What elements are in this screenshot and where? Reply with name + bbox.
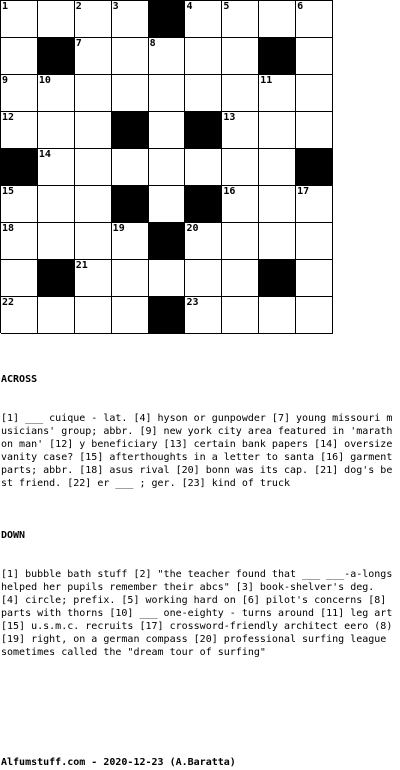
- grid-cell[interactable]: [185, 38, 222, 75]
- grid-cell-black: [38, 260, 75, 297]
- grid-cell[interactable]: [222, 186, 259, 223]
- grid-cell[interactable]: [112, 223, 149, 260]
- cell-number: 19: [112, 223, 125, 234]
- grid-cell[interactable]: [38, 112, 75, 149]
- grid-cell[interactable]: [112, 149, 149, 186]
- footer-credit: Alfumstuff.com - 2020-12-23 (A.Baratta): [1, 757, 236, 768]
- grid-row: [1, 297, 333, 334]
- grid-cell[interactable]: [149, 260, 186, 297]
- grid-cell[interactable]: [112, 297, 149, 334]
- grid-cell[interactable]: [75, 297, 112, 334]
- grid-cell-black: [1, 149, 38, 186]
- grid-cell[interactable]: [296, 38, 333, 75]
- grid-row: [1, 1, 333, 38]
- grid-cell[interactable]: [1, 112, 38, 149]
- cell-number: 23: [186, 297, 199, 308]
- grid-cell[interactable]: [38, 149, 75, 186]
- grid-cell[interactable]: [222, 75, 259, 112]
- grid-row: [1, 149, 333, 186]
- cell-number: 16: [223, 186, 236, 197]
- grid-cell[interactable]: [222, 1, 259, 38]
- grid-cell[interactable]: [75, 186, 112, 223]
- grid-cell-black: [296, 149, 333, 186]
- grid-cell[interactable]: [38, 1, 75, 38]
- grid-cell-black: [259, 38, 296, 75]
- grid-cell-black: [38, 38, 75, 75]
- grid-cell-black: [259, 260, 296, 297]
- grid-cell[interactable]: [296, 112, 333, 149]
- grid-cell[interactable]: [1, 186, 38, 223]
- grid-row: [1, 260, 333, 297]
- grid-cell-black: [185, 112, 222, 149]
- grid-cell[interactable]: [222, 149, 259, 186]
- grid-cell[interactable]: [112, 38, 149, 75]
- grid-cell[interactable]: [222, 38, 259, 75]
- cell-number: 11: [260, 75, 273, 86]
- grid-cell[interactable]: [185, 75, 222, 112]
- down-heading: DOWN: [1, 530, 26, 541]
- grid-cell[interactable]: [149, 112, 186, 149]
- grid-cell[interactable]: [112, 1, 149, 38]
- grid-cell-black: [149, 1, 186, 38]
- grid-cell[interactable]: [149, 75, 186, 112]
- grid-cell[interactable]: [75, 38, 112, 75]
- grid-cell[interactable]: [296, 186, 333, 223]
- crossword-grid: [0, 0, 333, 333]
- across-heading: ACROSS: [1, 374, 38, 385]
- grid-cell[interactable]: [296, 297, 333, 334]
- cell-number: 13: [223, 112, 236, 123]
- grid-cell[interactable]: [259, 112, 296, 149]
- cell-number: 22: [2, 297, 15, 308]
- cell-number: 15: [2, 186, 15, 197]
- grid-cell[interactable]: [296, 223, 333, 260]
- cell-number: 14: [38, 149, 51, 160]
- cell-number: 9: [2, 75, 9, 86]
- grid-cell[interactable]: [296, 1, 333, 38]
- grid-cell[interactable]: [75, 260, 112, 297]
- grid-cell[interactable]: [296, 75, 333, 112]
- grid-cell[interactable]: [1, 38, 38, 75]
- grid-cell[interactable]: [185, 1, 222, 38]
- grid-cell-black: [149, 297, 186, 334]
- cell-number: 17: [297, 186, 310, 197]
- grid-cell[interactable]: [1, 297, 38, 334]
- across-clues: [1] ___ cuique - lat. [4] hyson or gunpowder [7] young missouri musicians' group; abbr. [9] new york city area featured in 'marathon man' [12] y beneficiary [13] certain bank papers [14] oversize vanity case? [15] afterthoughts in a letter to santa [16] garment parts; abbr. [18] asus rival [20] bonn was its cap. [21] dog's best friend. [22] er ___ ; ger. [23] kind of truck: [1, 413, 399, 489]
- grid-row: [1, 186, 333, 223]
- grid-cell[interactable]: [259, 149, 296, 186]
- grid-cell[interactable]: [75, 149, 112, 186]
- grid-cell-black: [112, 112, 149, 149]
- grid-cell[interactable]: [112, 260, 149, 297]
- cell-number: 20: [186, 223, 199, 234]
- grid-cell[interactable]: [1, 260, 38, 297]
- grid-row: [1, 75, 333, 112]
- grid-cell[interactable]: [38, 223, 75, 260]
- grid-cell[interactable]: [75, 112, 112, 149]
- grid-cell[interactable]: [185, 297, 222, 334]
- grid-cell[interactable]: [259, 1, 296, 38]
- grid-cell[interactable]: [149, 186, 186, 223]
- grid-cell[interactable]: [185, 223, 222, 260]
- cell-number: 5: [223, 1, 230, 12]
- grid-cell[interactable]: [149, 149, 186, 186]
- grid-cell[interactable]: [1, 1, 38, 38]
- grid-cell[interactable]: [1, 75, 38, 112]
- grid-cell[interactable]: [259, 297, 296, 334]
- grid-cell[interactable]: [222, 112, 259, 149]
- cell-number: 2: [75, 1, 82, 12]
- grid-cell[interactable]: [75, 223, 112, 260]
- grid-row: [1, 112, 333, 149]
- grid-cell[interactable]: [259, 186, 296, 223]
- cell-number: 3: [112, 1, 119, 12]
- grid-cell[interactable]: [222, 223, 259, 260]
- cell-number: 6: [297, 1, 304, 12]
- cell-number: 18: [2, 223, 15, 234]
- grid-cell-black: [185, 186, 222, 223]
- grid-cell[interactable]: [259, 75, 296, 112]
- grid-cell[interactable]: [149, 38, 186, 75]
- cell-number: 7: [75, 38, 82, 49]
- down-clues: [1] bubble bath stuff [2] "the teacher found that ___ ___-a-longs helped her pupils remember their abcs" [3] book-shelver's deg. [4] circle; prefix. [5] working hard on [6] pilot's concerns [8] parts with thorns [10] ___ one-eighty - turns around [11] leg art [15] u.s.m.c. recruits [17] crossword-friendly architect eero (8) [19] right, on a german compass [20] professional surfing league sometimes called the "dream tour of surfing": [1, 569, 399, 658]
- grid-cell[interactable]: [38, 297, 75, 334]
- grid-cell-black: [149, 223, 186, 260]
- grid-cell-black: [112, 186, 149, 223]
- grid-cell[interactable]: [259, 223, 296, 260]
- grid-cell[interactable]: [185, 260, 222, 297]
- grid-cell[interactable]: [38, 186, 75, 223]
- cell-number: 4: [186, 1, 193, 12]
- grid-cell[interactable]: [296, 260, 333, 297]
- cell-number: 8: [149, 38, 156, 49]
- cell-number: 10: [38, 75, 51, 86]
- cell-number: 12: [2, 112, 15, 123]
- grid-cell[interactable]: [38, 75, 75, 112]
- clues-section: [1, 347, 397, 685]
- grid-cell[interactable]: [1, 223, 38, 260]
- grid-cell[interactable]: [185, 149, 222, 186]
- grid-row: [1, 38, 333, 75]
- cell-number: 21: [75, 260, 88, 271]
- grid-row: [1, 223, 333, 260]
- grid-cell[interactable]: [75, 1, 112, 38]
- grid-cell[interactable]: [222, 297, 259, 334]
- grid-cell[interactable]: [112, 75, 149, 112]
- grid-cell[interactable]: [222, 260, 259, 297]
- cell-number: 1: [2, 1, 9, 12]
- grid-cell[interactable]: [75, 75, 112, 112]
